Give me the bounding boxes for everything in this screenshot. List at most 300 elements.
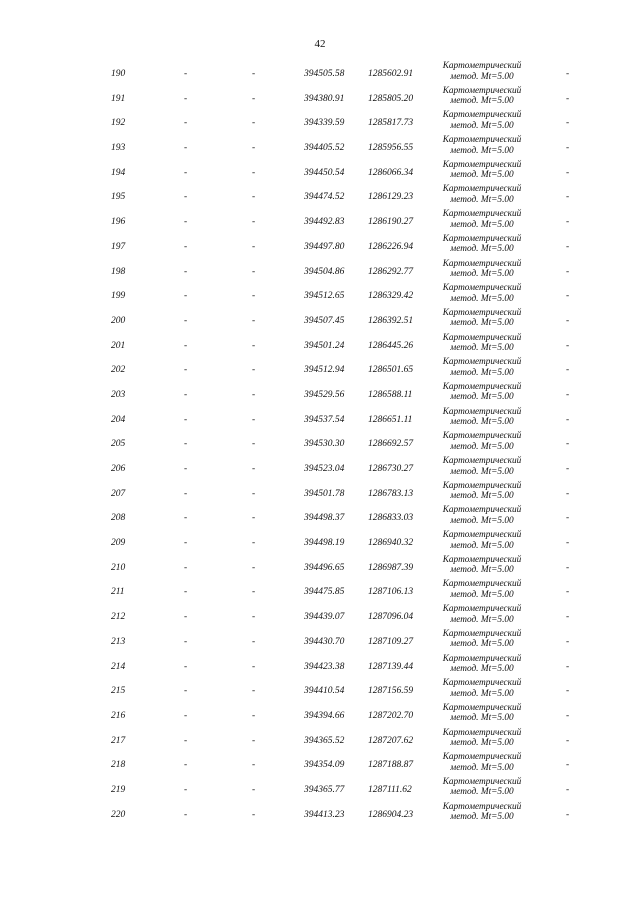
coordinate-x: 394529.56 [304, 389, 345, 400]
empty-cell-dash: - [566, 513, 570, 524]
point-number: 207 [111, 488, 126, 499]
coordinate-x: 394450.54 [304, 167, 345, 178]
method-accuracy: метод. Mt=5.00 [450, 145, 514, 156]
empty-cell-dash: - [184, 241, 188, 252]
determination-method [430, 259, 534, 280]
empty-cell-dash: - [252, 365, 256, 376]
method-name: Картометрический [442, 332, 522, 343]
coordinate-y: 1286940.32 [368, 538, 414, 549]
determination-method [430, 357, 534, 378]
method-name: Картометрический [442, 801, 522, 812]
point-number: 197 [111, 241, 126, 252]
empty-cell-dash: - [252, 488, 256, 499]
point-number: 204 [111, 414, 126, 425]
determination-method [430, 654, 534, 675]
coordinate-y: 1285817.73 [368, 118, 414, 129]
empty-cell-dash: - [184, 661, 188, 672]
determination-method [430, 629, 534, 650]
empty-cell-dash: - [184, 538, 188, 549]
empty-cell-dash: - [184, 118, 188, 129]
method-name: Картометрический [442, 727, 522, 738]
table-row [0, 159, 640, 184]
method-name: Картометрический [442, 579, 522, 590]
empty-cell-dash: - [184, 217, 188, 228]
page-number: 42 [314, 38, 326, 50]
determination-method [430, 555, 534, 576]
empty-cell-dash: - [566, 809, 570, 820]
coordinate-x: 394512.94 [304, 365, 345, 376]
empty-cell-dash: - [184, 587, 188, 598]
table-row [0, 455, 640, 480]
empty-cell-dash: - [252, 143, 256, 154]
empty-cell-dash: - [184, 710, 188, 721]
determination-method [430, 703, 534, 724]
empty-cell-dash: - [566, 241, 570, 252]
method-accuracy: метод. Mt=5.00 [450, 762, 514, 773]
method-accuracy: метод. Mt=5.00 [450, 120, 514, 131]
coordinate-x: 394475.85 [304, 587, 345, 598]
method-name: Картометрический [442, 604, 522, 615]
determination-method [430, 135, 534, 156]
empty-cell-dash: - [252, 241, 256, 252]
method-accuracy: метод. Mt=5.00 [450, 293, 514, 304]
point-number: 202 [111, 365, 126, 376]
table-row [0, 554, 640, 579]
empty-cell-dash: - [184, 513, 188, 524]
determination-method [430, 728, 534, 749]
point-number: 217 [111, 735, 126, 746]
empty-cell-dash: - [184, 93, 188, 104]
method-name: Картометрический [442, 480, 522, 491]
coordinate-y: 1286445.26 [368, 340, 414, 351]
point-number: 201 [111, 340, 126, 351]
method-name: Картометрический [442, 456, 522, 466]
empty-cell-dash: - [252, 118, 256, 129]
table-row [0, 258, 640, 283]
point-number: 190 [111, 69, 126, 79]
determination-method [430, 382, 534, 403]
point-number: 200 [111, 315, 126, 326]
empty-cell-dash: - [566, 760, 570, 771]
coordinate-x: 394498.37 [304, 513, 345, 524]
method-name: Картометрический [442, 159, 522, 170]
coordinate-x: 394523.04 [304, 464, 345, 474]
point-number: 203 [111, 389, 126, 400]
method-accuracy: метод. Mt=5.00 [450, 688, 514, 699]
empty-cell-dash: - [184, 192, 188, 203]
point-number: 211 [111, 587, 125, 598]
method-accuracy: метод. Mt=5.00 [450, 417, 514, 428]
determination-method [430, 802, 534, 823]
empty-cell-dash: - [566, 315, 570, 326]
coordinate-y: 1286329.42 [368, 291, 414, 302]
coordinate-x: 394410.54 [304, 686, 345, 697]
method-accuracy: метод. Mt=5.00 [450, 219, 514, 230]
method-accuracy: метод. Mt=5.00 [450, 664, 514, 674]
determination-method [430, 86, 534, 107]
method-name: Картометрический [442, 357, 522, 368]
empty-cell-dash: - [252, 439, 256, 450]
coordinate-x: 394413.23 [304, 809, 345, 820]
empty-cell-dash: - [184, 389, 188, 400]
coordinate-x: 394497.80 [304, 241, 345, 252]
method-accuracy: метод. Mt=5.00 [450, 466, 514, 477]
determination-method [430, 283, 534, 304]
coordinate-x: 394394.66 [304, 710, 345, 721]
coordinate-y: 1287202.70 [368, 710, 414, 721]
method-accuracy: метод. Mt=5.00 [450, 639, 514, 650]
method-name: Картометрический [442, 678, 522, 689]
method-accuracy: метод. Mt=5.00 [450, 96, 514, 107]
method-name: Картометрический [442, 702, 522, 713]
empty-cell-dash: - [252, 710, 256, 721]
empty-cell-dash: - [566, 686, 570, 697]
empty-cell-dash: - [252, 266, 256, 277]
coordinate-y: 1286730.27 [368, 464, 414, 474]
table-row [0, 653, 640, 678]
empty-cell-dash: - [252, 661, 256, 672]
empty-cell-dash: - [252, 315, 256, 326]
empty-cell-dash: - [566, 291, 570, 302]
empty-cell-dash: - [184, 315, 188, 326]
empty-cell-dash: - [252, 587, 256, 598]
coordinate-y: 1286987.39 [368, 562, 414, 573]
table-row [0, 430, 640, 455]
point-number: 218 [111, 760, 126, 771]
table-row [0, 504, 640, 529]
method-name: Картометрический [442, 530, 522, 541]
coordinate-y: 1286190.27 [368, 217, 414, 228]
empty-cell-dash: - [184, 266, 188, 277]
method-accuracy: метод. Mt=5.00 [450, 565, 514, 576]
coordinates-table [0, 60, 640, 825]
empty-cell-dash: - [566, 488, 570, 499]
coordinate-y: 1287139.44 [368, 661, 414, 672]
table-row [0, 702, 640, 727]
method-name: Картометрический [442, 184, 522, 195]
empty-cell-dash: - [566, 661, 570, 672]
table-row [0, 677, 640, 702]
empty-cell-dash: - [566, 365, 570, 376]
method-accuracy: метод. Mt=5.00 [450, 318, 514, 329]
table-row [0, 109, 640, 134]
table-row [0, 60, 640, 85]
coordinate-y: 1286129.23 [368, 192, 414, 203]
coordinate-x: 394339.59 [304, 118, 345, 129]
determination-method [430, 184, 534, 205]
method-name: Картометрический [442, 283, 522, 294]
table-row [0, 776, 640, 801]
coordinate-y: 1287111.62 [368, 784, 412, 795]
determination-method [430, 777, 534, 798]
empty-cell-dash: - [184, 167, 188, 178]
empty-cell-dash: - [252, 464, 256, 474]
empty-cell-dash: - [184, 340, 188, 351]
coordinate-x: 394537.54 [304, 414, 345, 425]
coordinate-y: 1286783.13 [368, 488, 414, 499]
empty-cell-dash: - [252, 686, 256, 697]
empty-cell-dash: - [566, 266, 570, 277]
empty-cell-dash: - [184, 562, 188, 573]
determination-method [430, 308, 534, 329]
coordinate-x: 394405.52 [304, 143, 345, 154]
coordinate-y: 1285602.91 [368, 69, 414, 79]
method-accuracy: метод. Mt=5.00 [450, 540, 514, 551]
method-accuracy: метод. Mt=5.00 [450, 589, 514, 600]
coordinate-x: 394423.38 [304, 661, 345, 672]
table-row [0, 332, 640, 357]
empty-cell-dash: - [566, 439, 570, 450]
empty-cell-dash: - [566, 69, 570, 79]
determination-method [430, 456, 534, 477]
empty-cell-dash: - [184, 464, 188, 474]
coordinate-y: 1287096.04 [368, 612, 414, 623]
determination-method [430, 209, 534, 230]
empty-cell-dash: - [184, 809, 188, 820]
table-row [0, 801, 640, 826]
coordinate-y: 1286904.23 [368, 809, 414, 820]
table-row [0, 727, 640, 752]
coordinate-y: 1286292.77 [368, 266, 414, 277]
method-accuracy: метод. Mt=5.00 [450, 194, 514, 205]
empty-cell-dash: - [184, 760, 188, 771]
empty-cell-dash: - [252, 93, 256, 104]
coordinate-x: 394496.65 [304, 562, 345, 573]
coordinate-x: 394501.24 [304, 340, 345, 351]
method-accuracy: метод. Mt=5.00 [450, 170, 514, 181]
method-name: Картометрический [442, 406, 522, 417]
determination-method [430, 579, 534, 600]
coordinate-x: 394354.09 [304, 760, 345, 771]
method-name: Картометрический [442, 233, 522, 244]
point-number: 212 [111, 612, 126, 623]
point-number: 191 [111, 93, 126, 104]
method-name: Картометрический [442, 135, 522, 146]
method-name: Картометрический [442, 628, 522, 639]
coordinate-y: 1286392.51 [368, 315, 414, 326]
empty-cell-dash: - [184, 784, 188, 795]
point-number: 205 [111, 439, 126, 450]
method-name: Картометрический [442, 381, 522, 392]
method-accuracy: метод. Mt=5.00 [450, 812, 514, 823]
method-name: Картометрический [442, 431, 522, 442]
coordinate-y: 1286833.03 [368, 513, 414, 524]
method-accuracy: метод. Mt=5.00 [450, 441, 514, 452]
empty-cell-dash: - [184, 439, 188, 450]
point-number: 195 [111, 192, 126, 203]
point-number: 208 [111, 513, 126, 524]
empty-cell-dash: - [184, 69, 188, 79]
point-number: 206 [111, 464, 126, 474]
empty-cell-dash: - [252, 217, 256, 228]
table-row [0, 406, 640, 431]
table-row [0, 578, 640, 603]
point-number: 220 [111, 809, 126, 820]
point-number: 209 [111, 538, 126, 549]
empty-cell-dash: - [566, 538, 570, 549]
point-number: 192 [111, 118, 126, 129]
determination-method [430, 505, 534, 526]
empty-cell-dash: - [252, 562, 256, 573]
method-name: Картометрический [442, 85, 522, 96]
determination-method [430, 407, 534, 428]
empty-cell-dash: - [252, 389, 256, 400]
method-name: Картометрический [442, 307, 522, 318]
empty-cell-dash: - [566, 735, 570, 746]
empty-cell-dash: - [252, 612, 256, 623]
coordinate-y: 1286501.65 [368, 365, 414, 376]
empty-cell-dash: - [566, 587, 570, 598]
determination-method [430, 61, 534, 82]
table-row [0, 628, 640, 653]
method-accuracy: метод. Mt=5.00 [450, 713, 514, 724]
method-accuracy: метод. Mt=5.00 [450, 491, 514, 502]
point-number: 213 [111, 636, 126, 647]
method-name: Картометрический [442, 61, 522, 71]
table-row [0, 208, 640, 233]
determination-method [430, 752, 534, 773]
coordinate-x: 394498.19 [304, 538, 345, 549]
determination-method [430, 481, 534, 502]
point-number: 199 [111, 291, 126, 302]
empty-cell-dash: - [252, 414, 256, 425]
point-number: 219 [111, 784, 126, 795]
method-name: Картометрический [442, 258, 522, 269]
empty-cell-dash: - [566, 93, 570, 104]
coordinate-x: 394530.30 [304, 439, 345, 450]
determination-method [430, 234, 534, 255]
empty-cell-dash: - [566, 340, 570, 351]
method-accuracy: метод. Mt=5.00 [450, 515, 514, 526]
coordinate-x: 394492.83 [304, 217, 345, 228]
table-row [0, 356, 640, 381]
coordinate-y: 1286066.34 [368, 167, 414, 178]
empty-cell-dash: - [252, 340, 256, 351]
empty-cell-dash: - [184, 636, 188, 647]
table-row [0, 307, 640, 332]
empty-cell-dash: - [566, 389, 570, 400]
coordinate-x: 394501.78 [304, 488, 345, 499]
method-accuracy: метод. Mt=5.00 [450, 367, 514, 378]
empty-cell-dash: - [566, 784, 570, 795]
point-number: 216 [111, 710, 126, 721]
coordinate-y: 1286692.57 [368, 439, 414, 450]
method-accuracy: метод. Mt=5.00 [450, 614, 514, 625]
method-accuracy: метод. Mt=5.00 [450, 71, 514, 82]
empty-cell-dash: - [252, 167, 256, 178]
empty-cell-dash: - [252, 760, 256, 771]
determination-method [430, 678, 534, 699]
empty-cell-dash: - [566, 118, 570, 129]
empty-cell-dash: - [252, 735, 256, 746]
point-number: 214 [111, 661, 126, 672]
coordinate-y: 1287109.27 [368, 636, 414, 647]
empty-cell-dash: - [252, 636, 256, 647]
method-accuracy: метод. Mt=5.00 [450, 787, 514, 798]
method-name: Картометрический [442, 554, 522, 565]
method-name: Картометрический [442, 505, 522, 516]
point-number: 196 [111, 217, 126, 228]
empty-cell-dash: - [184, 291, 188, 302]
empty-cell-dash: - [184, 143, 188, 154]
empty-cell-dash: - [252, 784, 256, 795]
empty-cell-dash: - [566, 710, 570, 721]
coordinate-x: 394380.91 [304, 93, 345, 104]
empty-cell-dash: - [252, 809, 256, 820]
empty-cell-dash: - [252, 513, 256, 524]
coordinate-x: 394507.45 [304, 315, 345, 326]
table-row [0, 529, 640, 554]
table-row [0, 233, 640, 258]
coordinate-y: 1287156.59 [368, 686, 414, 697]
point-number: 210 [111, 562, 126, 573]
method-name: Картометрический [442, 776, 522, 787]
point-number: 198 [111, 266, 126, 277]
coordinate-y: 1286588.11 [368, 389, 413, 400]
coordinate-y: 1287106.13 [368, 587, 414, 598]
coordinate-y: 1286651.11 [368, 414, 413, 425]
table-row [0, 85, 640, 110]
table-row [0, 751, 640, 776]
table-row [0, 381, 640, 406]
empty-cell-dash: - [566, 217, 570, 228]
table-row [0, 183, 640, 208]
empty-cell-dash: - [566, 612, 570, 623]
determination-method [430, 530, 534, 551]
method-accuracy: метод. Mt=5.00 [450, 244, 514, 255]
empty-cell-dash: - [566, 414, 570, 425]
coordinate-y: 1286226.94 [368, 241, 414, 252]
coordinate-x: 394512.65 [304, 291, 345, 302]
coordinate-x: 394430.70 [304, 636, 345, 647]
determination-method [430, 604, 534, 625]
table-row [0, 480, 640, 505]
coordinate-x: 394439.07 [304, 612, 345, 623]
empty-cell-dash: - [184, 735, 188, 746]
coordinate-y: 1287207.62 [368, 735, 414, 746]
method-name: Картометрический [442, 110, 522, 121]
empty-cell-dash: - [566, 562, 570, 573]
determination-method [430, 333, 534, 354]
coordinate-x: 394365.77 [304, 784, 345, 795]
empty-cell-dash: - [184, 686, 188, 697]
determination-method [430, 431, 534, 452]
empty-cell-dash: - [184, 365, 188, 376]
empty-cell-dash: - [252, 69, 256, 79]
empty-cell-dash: - [566, 636, 570, 647]
method-name: Картометрический [442, 209, 522, 220]
coordinate-x: 394504.86 [304, 266, 345, 277]
empty-cell-dash: - [184, 414, 188, 425]
coordinate-x: 394474.52 [304, 192, 345, 203]
method-accuracy: метод. Mt=5.00 [450, 343, 514, 354]
method-name: Картометрический [442, 653, 522, 664]
empty-cell-dash: - [184, 488, 188, 499]
table-row [0, 603, 640, 628]
coordinate-y: 1285956.55 [368, 143, 414, 154]
method-accuracy: метод. Mt=5.00 [450, 738, 514, 749]
empty-cell-dash: - [184, 612, 188, 623]
point-number: 193 [111, 143, 126, 154]
coordinate-x: 394365.52 [304, 735, 345, 746]
empty-cell-dash: - [566, 192, 570, 203]
method-accuracy: метод. Mt=5.00 [450, 269, 514, 279]
table-row [0, 282, 640, 307]
method-name: Картометрический [442, 752, 522, 763]
coordinate-x: 394505.58 [304, 69, 345, 79]
empty-cell-dash: - [252, 291, 256, 302]
determination-method [430, 160, 534, 181]
